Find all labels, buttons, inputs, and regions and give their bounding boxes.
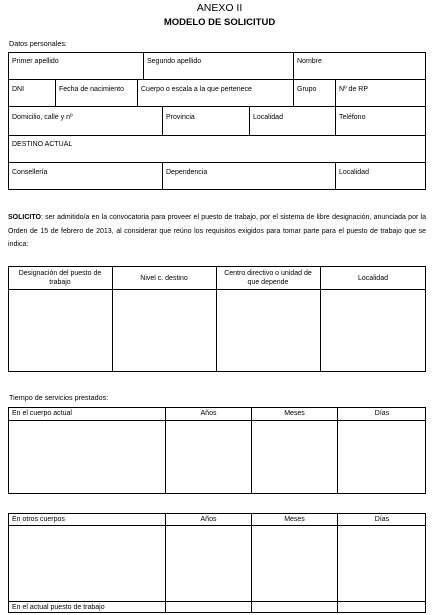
destino-actual-label: DESTINO ACTUAL [12,141,73,148]
col-divider [320,266,321,372]
col-divider [251,513,252,613]
col-divider [251,407,252,494]
telefono-field[interactable]: Teléfono [339,114,366,121]
row-divider [8,106,426,107]
form-title: MODELO DE SOLICITUD [163,17,276,28]
col-divider [162,106,163,135]
localidad-destino-field[interactable]: Localidad [339,169,369,176]
localidad-field[interactable]: Localidad [253,114,283,121]
col-divider [293,52,294,79]
personal-data-label: Datos personales: [9,39,67,48]
row-divider [8,79,426,80]
solicito-paragraph [8,211,426,252]
col-divider [337,407,338,494]
col-divider [143,52,144,79]
annex-title: ANEXO II [196,2,243,14]
actual-puesto-row-label: En el actual puesto de trabajo [12,604,105,611]
solicito-lead: SOLICITO [8,214,41,221]
nombre-field[interactable]: Nombre [297,58,322,65]
otros-cuerpos-header: En otros cuerpos [12,516,65,523]
header-divider [8,289,426,290]
col-divider [112,266,113,372]
col-designacion-header: Designación del puesto de trabajo [18,270,102,286]
servicios-label: Tiempo de servicios prestados: [9,393,109,402]
col-divider [335,106,336,135]
otros-cuerpos-table [8,513,426,613]
fecha-nacimiento-field[interactable]: Fecha de nacimiento [59,86,124,93]
row-divider [8,135,426,136]
col-divider [137,79,138,106]
col-divider [216,266,217,372]
dias-header: Días [374,516,390,523]
col-divider [162,162,163,190]
meses-header: Meses [284,516,305,523]
row-divider [8,162,426,163]
primer-apellido-field[interactable]: Primer apellido [12,58,59,65]
solicito-text: : ser admitido/a en la convocatoria para proveer el puesto de trabajo, por el sistema de libre designación, anunciada por la Orden de 15 de febrero de 2013, al considerar que reúno los requisitos exigidos para tomar parte para el puesto de trabajo que se indica: [8,214,426,248]
col-divider [335,162,336,190]
col-divider [55,79,56,106]
header-divider [8,525,426,526]
row-divider [8,601,426,602]
segundo-apellido-field[interactable]: Segundo apellido [147,58,202,65]
provincia-field[interactable]: Provincia [166,114,195,121]
col-centro-header: Centro directivo o unidad de que depende [224,270,312,286]
meses-header: Meses [284,410,305,417]
num-rp-field[interactable]: Nº de RP [339,86,369,93]
col-divider [249,106,250,135]
anios-header: Años [200,516,217,523]
cuerpo-actual-header: En el cuerpo actual [12,410,72,417]
header-divider [8,420,426,421]
grupo-field[interactable]: Grupo [297,86,317,93]
col-divider [335,79,336,106]
dependencia-field[interactable]: Dependencia [166,169,208,176]
cuerpo-escala-field[interactable]: Cuerpo o escala a la que pertenece [141,86,252,93]
dni-field[interactable]: DNI [12,86,25,93]
anios-header: Años [200,410,217,417]
col-nivel-header: Nivel c. destino [140,275,188,282]
col-localidad-header: Localidad [358,275,388,282]
domicilio-field[interactable]: Domicilio, calle y nº [12,114,73,121]
col-divider [293,79,294,106]
conselleria-field[interactable]: Consellería [12,169,48,176]
dias-header: Días [374,410,390,417]
col-divider [165,513,166,613]
col-divider [337,513,338,613]
col-divider [165,407,166,494]
